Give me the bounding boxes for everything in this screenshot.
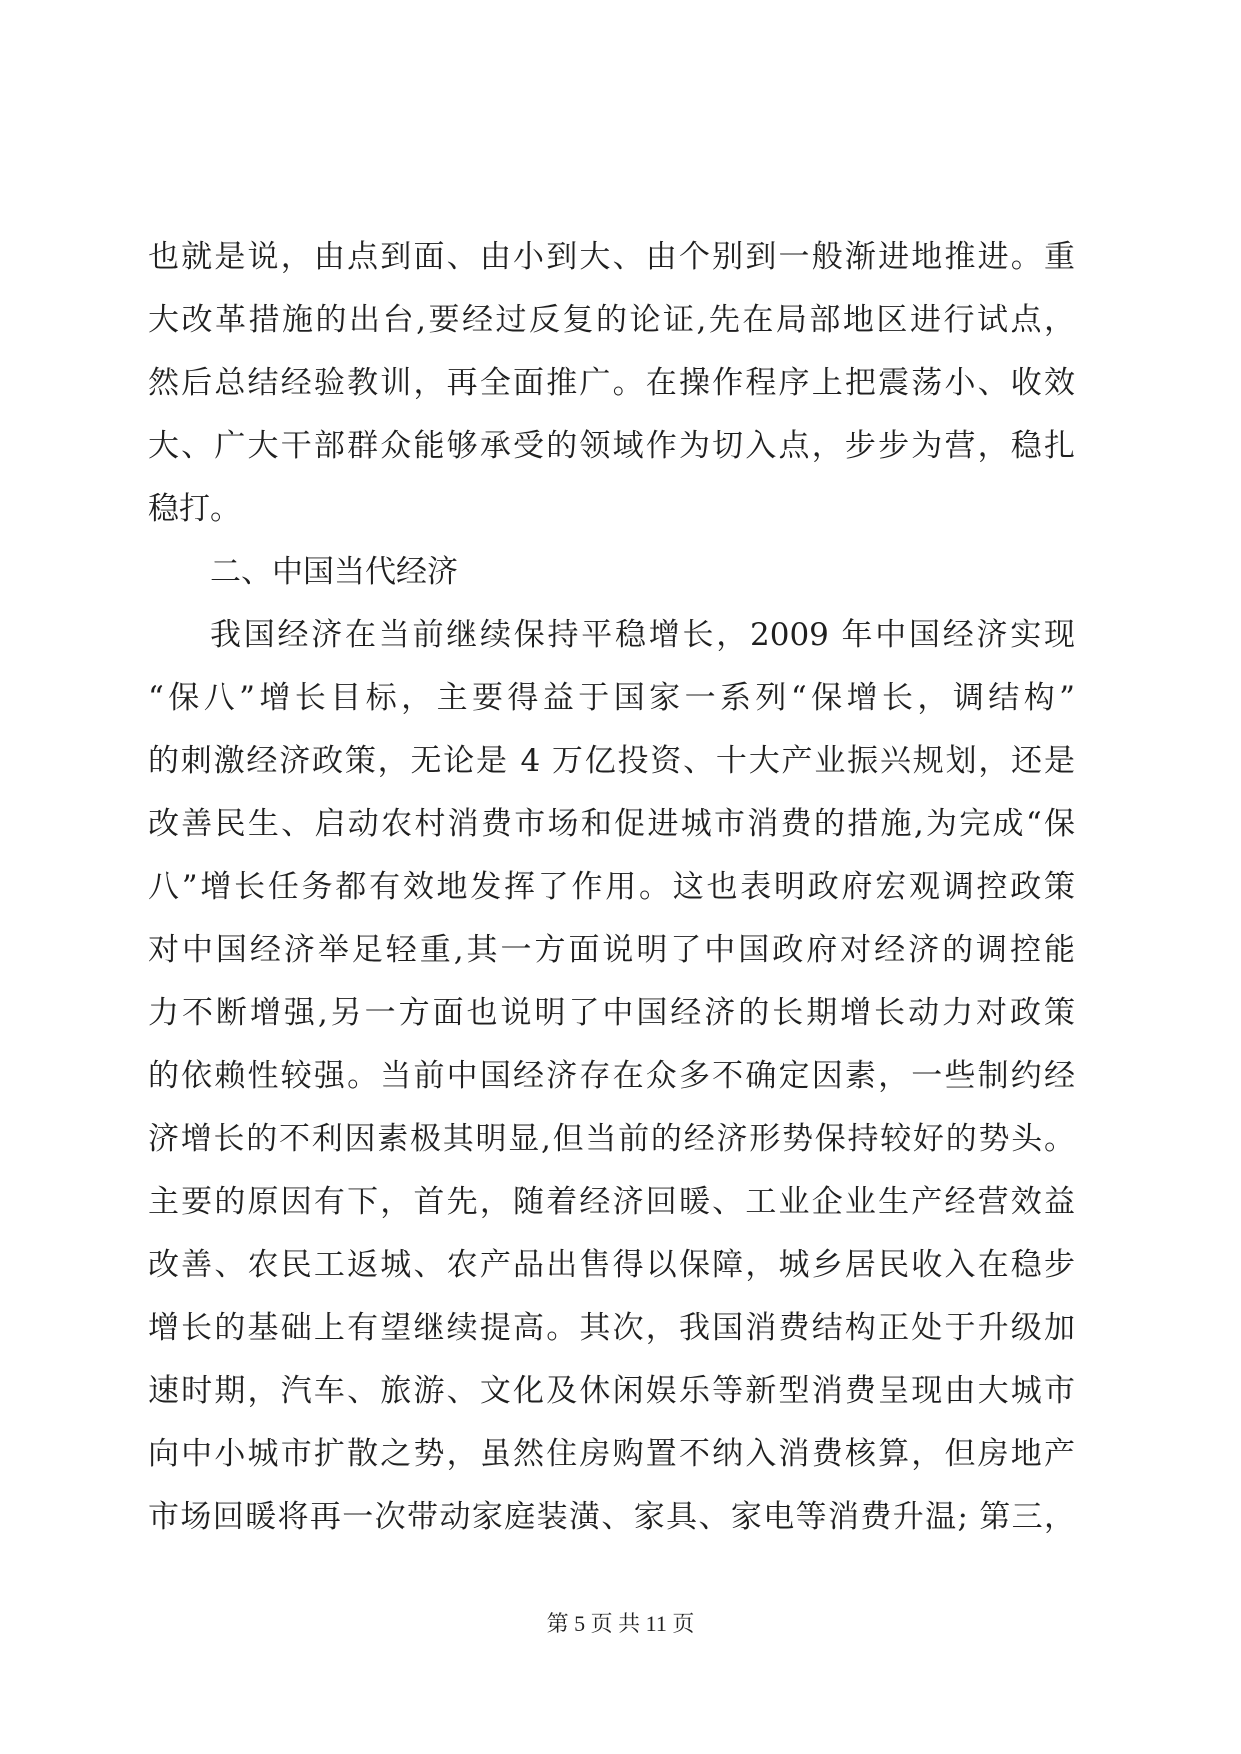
text-line: 八”增长任务都有效地发挥了作用。这也表明政府宏观调控政策	[148, 869, 1075, 905]
text-line: 增长的基础上有望继续提高。其次，我国消费结构正处于升级加	[148, 1310, 1075, 1346]
text-line: “保八”增长目标，主要得益于国家一系列“保增长，调结构”	[148, 680, 1075, 716]
body-text	[148, 226, 1075, 1549]
text-line: 改善民生、启动农村消费市场和促进城市消费的措施,为完成“保	[148, 806, 1075, 842]
page-number-footer: 第 5 页 共 11 页	[546, 1611, 695, 1636]
text-line: 速时期，汽车、旅游、文化及休闲娱乐等新型消费呈现由大城市	[148, 1373, 1075, 1409]
text-line: 济增长的不利因素极其明显,但当前的经济形势保持较好的势头。	[148, 1121, 1075, 1157]
text-line: 力不断增强,另一方面也说明了中国经济的长期增长动力对政策	[148, 995, 1075, 1031]
text-line: 主要的原因有下，首先，随着经济回暖、工业企业生产经营效益	[148, 1184, 1075, 1220]
text-line: 大改革措施的出台,要经过反复的论证,先在局部地区进行试点，	[148, 302, 1075, 338]
text-line: 然后总结经验教训，再全面推广。在操作程序上把震荡小、收效	[148, 365, 1075, 401]
text-line: 稳打。	[148, 491, 241, 527]
text-line: 的刺激经济政策，无论是 4 万亿投资、十大产业振兴规划，还是	[148, 743, 1075, 779]
text-line: 大、广大干部群众能够承受的领域作为切入点，步步为营，稳扎	[148, 428, 1075, 464]
text-line: 对中国经济举足轻重,其一方面说明了中国政府对经济的调控能	[148, 932, 1075, 968]
section-heading: 二、中国当代经济	[210, 554, 458, 590]
text-line: 改善、农民工返城、农产品出售得以保障，城乡居民收入在稳步	[148, 1247, 1075, 1283]
text-line: 的依赖性较强。当前中国经济存在众多不确定因素，一些制约经	[148, 1058, 1075, 1094]
text-line: 我国经济在当前继续保持平稳增长，2009 年中国经济实现	[210, 617, 1075, 653]
text-line: 市场回暖将再一次带动家庭装潢、家具、家电等消费升温; 第三，	[148, 1499, 1075, 1535]
text-line: 向中小城市扩散之势，虽然住房购置不纳入消费核算，但房地产	[148, 1436, 1075, 1472]
text-line: 也就是说，由点到面、由小到大、由个别到一般渐进地推进。重	[148, 239, 1075, 275]
